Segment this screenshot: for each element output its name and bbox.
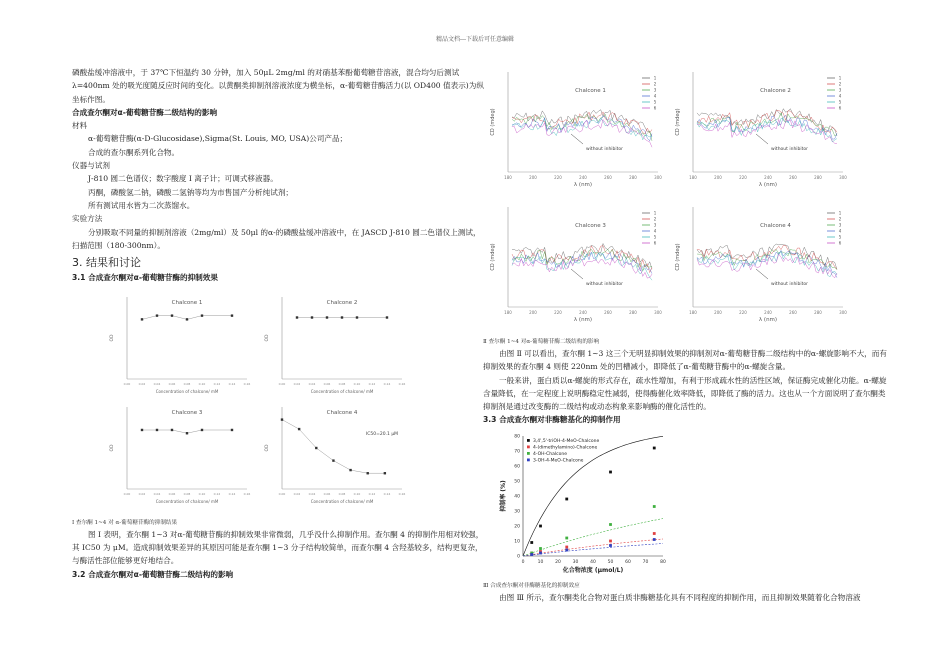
fig3-y-tick: 0 xyxy=(517,554,520,560)
fig1-tick-label: 0.06 xyxy=(168,381,176,386)
figure-1-caption: Ⅰ 查尔酮 1~4 对 α-葡萄糖苷酶的抑制结果 xyxy=(72,519,178,526)
fig1-tick-label: 0.02 xyxy=(138,491,146,496)
fig1-tick-label: 0.14 xyxy=(383,491,391,496)
fig1-tick-label: 0.12 xyxy=(213,491,221,496)
fig2-tick-label: 260 xyxy=(789,175,797,180)
fig1-tick-label: 0.06 xyxy=(323,381,331,386)
fig1-data-point xyxy=(386,316,388,318)
instrument-item: 丙酮，磷酸氢二钠，磷酸二氢钠等均为市售国产分析纯试剂； xyxy=(88,187,294,197)
fig3-data-point xyxy=(565,536,568,539)
fig1-data-point xyxy=(356,316,358,318)
fig1-tick-label: 0.14 xyxy=(228,381,236,386)
fig3-x-tick: 30 xyxy=(572,559,579,565)
fig1-tick-label: 0.00 xyxy=(123,381,131,386)
fig2-panel-title: Chalcone 2 xyxy=(760,88,791,94)
fig1-tick-label: 0.14 xyxy=(383,381,391,386)
fig2-panel xyxy=(490,207,662,323)
fig2-legend-label: 5 xyxy=(838,99,842,105)
fig3-y-tick: 60 xyxy=(514,464,520,470)
fig3-x-tick: 60 xyxy=(625,559,631,565)
fig2-tick-label: 240 xyxy=(579,175,587,180)
fig1-data-point xyxy=(326,316,328,318)
figure-2-cd-spectra xyxy=(483,62,893,332)
fig2-panel xyxy=(675,72,847,188)
fig1-x-label: Concentration of chalcone/ mM xyxy=(155,498,219,504)
fig3-x-tick: 10 xyxy=(537,559,544,565)
fig1-data-point xyxy=(171,314,173,316)
fig1-tick-label: 0.08 xyxy=(183,491,191,496)
fig3-x-tick: 50 xyxy=(607,559,614,565)
fig1-tick-label: 0.10 xyxy=(353,491,361,496)
fig1-data-point xyxy=(171,429,173,431)
fig3-data-point xyxy=(653,446,656,449)
fig2-legend-label: 6 xyxy=(653,240,657,246)
fig3-legend-marker xyxy=(527,452,530,455)
fig1-y-label: OD xyxy=(110,334,115,342)
fig2-tick-label: 200 xyxy=(529,175,537,180)
fig2-legend-label: 6 xyxy=(653,105,657,111)
fig2-panel xyxy=(490,72,662,188)
fig2-spectrum-line xyxy=(697,118,837,141)
fig1-series-line xyxy=(282,419,385,473)
fig1-data-point xyxy=(367,472,369,474)
fig3-data-point xyxy=(653,532,656,535)
fig3-data-point xyxy=(565,548,568,551)
fig1-data-point xyxy=(186,432,188,434)
fig2-y-label: CD (mdeg) xyxy=(490,108,496,136)
fig2-legend-label: 3 xyxy=(838,87,842,93)
subheading-instruments: 仪器与试剂 xyxy=(72,161,110,171)
fig1-tick-label: 0.02 xyxy=(293,381,301,386)
subheading-materials: 材料 xyxy=(72,121,88,131)
fig1-data-point xyxy=(156,429,158,431)
fig3-data-point xyxy=(565,497,568,500)
fig2-legend-label: 3 xyxy=(838,222,842,228)
fig2-tick-label: 220 xyxy=(739,175,747,180)
left-column xyxy=(72,66,484,581)
fig1-data-point xyxy=(201,429,203,431)
fig1-data-point xyxy=(315,447,317,449)
fig2-tick-label: 280 xyxy=(814,175,822,180)
fig2-legend-label: 4 xyxy=(653,228,657,234)
fig3-data-point xyxy=(565,545,568,548)
fig2-annotation-arrow xyxy=(756,134,768,144)
fig1-x-label: Concentration of chalcone/ mM xyxy=(310,498,374,504)
fig2-tick-label: 180 xyxy=(504,310,512,315)
fig2-panel-title: Chalcone 1 xyxy=(575,88,606,94)
fig1-tick-label: 0.02 xyxy=(138,381,146,386)
fig2-annotation-arrow xyxy=(571,269,583,279)
subheading-method: 实验方法 xyxy=(72,214,103,224)
fig1-tick-label: 0.04 xyxy=(153,491,161,496)
section-heading-3-1: 3.1 合成查尔酮对α-葡萄糖苷酶的抑制效果 xyxy=(72,273,218,283)
instrument-item: 所有测试用水皆为二次蒸馏水。 xyxy=(88,200,195,210)
fig2-tick-label: 240 xyxy=(764,175,772,180)
material-item: 合成的查尔酮系列化合物。 xyxy=(88,147,180,157)
fig1-tick-label: 0.02 xyxy=(293,491,301,496)
fig3-y-tick: 10 xyxy=(514,539,520,545)
fig2-annotation: without inhibitor xyxy=(771,282,809,287)
fig2-tick-label: 300 xyxy=(654,175,662,180)
paragraph: 由图 Ⅲ 所示，查尔酮类化合物对蛋白质非酶糖基化具有不同程度的抑制作用，而且抑制效果随着化合物溶液 xyxy=(499,592,861,602)
fig1-tick-label: 0.12 xyxy=(368,381,376,386)
fig1-ic50-label: IC50=20.1 μM xyxy=(365,431,399,437)
fig2-tick-label: 180 xyxy=(504,175,512,180)
fig3-y-tick: 80 xyxy=(514,434,520,440)
fig1-tick-label: 0.06 xyxy=(168,491,176,496)
section-heading-3-2: 3.2 合成查尔酮对α-葡萄糖苷酶二级结构的影响 xyxy=(72,569,234,579)
fig2-spectrum-line xyxy=(697,110,837,132)
fig1-data-point xyxy=(156,314,158,316)
fig3-y-tick: 40 xyxy=(514,494,520,500)
fig1-tick-label: 0.10 xyxy=(198,491,206,496)
paragraph: 一般来讲，蛋白质以α-螺旋的形式存在，疏水性增加，有利于形成疏水性的活性区域，保证酶完成催化功能。α-螺旋含量降低，在一定程度上说明酶稳定性减弱，使得酶催化效率降低，即降低了酶的活力。这也从一个方面说明了查尔酮类抑制剂是通过改变酶的二级结构或动态构象来影响酶的催化活性的。 xyxy=(483,375,887,412)
fig1-tick-label: 0.00 xyxy=(278,491,286,496)
fig2-annotation: without inhibitor xyxy=(771,147,809,152)
right-column xyxy=(483,62,893,604)
fig3-fit-line xyxy=(523,543,663,556)
fig1-tick-label: 0.08 xyxy=(338,491,346,496)
fig1-tick-label: 0.12 xyxy=(368,491,376,496)
fig1-data-point xyxy=(341,316,343,318)
fig1-data-point xyxy=(141,429,143,431)
fig2-annotation: without inhibitor xyxy=(586,282,624,287)
fig3-data-point xyxy=(539,547,542,550)
fig2-legend-label: 3 xyxy=(653,87,657,93)
fig2-y-label: CD (mdeg) xyxy=(675,243,681,271)
fig2-panel-title: Chalcone 4 xyxy=(760,223,791,229)
fig1-panel xyxy=(264,297,405,394)
fig3-data-point xyxy=(653,505,656,508)
fig2-y-label: CD (mdeg) xyxy=(490,243,496,271)
fig2-annotation-arrow xyxy=(571,134,583,144)
fig2-x-label: λ (nm) xyxy=(758,182,778,188)
fig2-legend-label: 1 xyxy=(838,75,842,81)
fig3-data-point xyxy=(609,539,612,542)
fig2-spectrum-line xyxy=(512,258,652,278)
fig2-tick-label: 280 xyxy=(814,310,822,315)
fig3-y-tick: 70 xyxy=(514,449,520,455)
fig2-legend-label: 4 xyxy=(838,93,842,99)
fig2-tick-label: 220 xyxy=(554,175,562,180)
fig1-x-label: Concentration of chalcone/ mM xyxy=(155,388,219,394)
fig3-data-point xyxy=(530,541,533,544)
fig3-data-point xyxy=(653,538,656,541)
fig3-x-tick: 20 xyxy=(555,559,561,565)
fig3-legend-marker xyxy=(527,439,530,442)
fig2-legend-label: 3 xyxy=(653,222,657,228)
fig1-tick-label: 0.16 xyxy=(243,381,251,386)
paragraph: 图 Ⅰ 表明，查尔酮 1~3 对α-葡萄糖苷酶的抑制效果非常微弱，几乎没什么抑制作用。查尔酮 4 的抑制作用相对较强，其 IC50 为 μM。造成抑制效果差异的其原因可能是查尔酮 1~3 分子结构较简单，而查尔酮 4 含羟基较多，结构更复杂，与酶活性部位能够更好地结合。 xyxy=(72,529,484,566)
fig2-tick-label: 300 xyxy=(839,310,847,315)
fig1-data-point xyxy=(311,316,313,318)
fig2-x-label: λ (nm) xyxy=(573,317,593,323)
fig3-legend-marker xyxy=(527,458,530,461)
fig3-legend-label: 4-OH-Chalcone xyxy=(533,451,568,457)
fig3-y-tick: 30 xyxy=(514,509,520,515)
fig2-legend-label: 4 xyxy=(838,228,842,234)
fig1-tick-label: 0.16 xyxy=(398,381,406,386)
figure-3-glycation-chart xyxy=(483,430,893,582)
fig2-tick-label: 220 xyxy=(739,310,747,315)
paragraph: 由图 Ⅱ 可以看出，查尔酮 1~3 这三个无明显抑制效果的抑制剂对α-葡萄糖苷酶二级结构中的α-螺旋影响不大，而有抑制效果的查尔酮 4 则使 220nm 处的凹槽减小，即降低了α-葡萄糖苷酶中的α-螺旋含量。 xyxy=(483,349,887,372)
material-item: α-葡萄糖苷酶(α-D-Glucosidase),Sigma(St. Louis, MO, USA)公司产品； xyxy=(88,134,348,144)
page-header: 精品文档---下载后可任意编辑 xyxy=(435,36,515,43)
fig2-tick-label: 300 xyxy=(654,310,662,315)
figure-1-inhibition-plots xyxy=(72,289,484,519)
fig2-spectrum-line xyxy=(697,109,837,136)
fig2-legend-label: 2 xyxy=(653,216,657,222)
fig2-legend-label: 2 xyxy=(838,81,842,87)
fig1-tick-label: 0.14 xyxy=(228,491,236,496)
fig2-legend-label: 2 xyxy=(838,216,842,222)
fig1-data-point xyxy=(186,318,188,320)
fig2-legend-label: 6 xyxy=(838,105,842,111)
fig2-spectrum-line xyxy=(697,245,837,269)
fig2-tick-label: 260 xyxy=(604,175,612,180)
fig1-tick-label: 0.10 xyxy=(198,381,206,386)
fig3-data-point xyxy=(609,470,612,473)
fig1-tick-label: 0.00 xyxy=(278,381,286,386)
fig3-legend-marker xyxy=(527,445,530,448)
fig3-x-tick: 40 xyxy=(590,559,596,565)
fig2-x-label: λ (nm) xyxy=(758,317,778,323)
fig1-data-point xyxy=(281,418,283,420)
fig2-tick-label: 240 xyxy=(764,310,772,315)
fig1-panel xyxy=(264,407,405,504)
fig1-tick-label: 0.16 xyxy=(243,491,251,496)
fig2-tick-label: 180 xyxy=(689,175,697,180)
fig3-data-point xyxy=(539,551,542,554)
fig2-legend-label: 6 xyxy=(838,240,842,246)
fig3-x-tick: 0 xyxy=(521,559,525,565)
fig3-legend-label: 3,4',5'-triOH-4-MeO-Chalcone xyxy=(533,438,600,444)
fig2-spectrum-line xyxy=(512,246,652,273)
fig2-panel-title: Chalcone 3 xyxy=(575,223,606,229)
fig2-tick-label: 300 xyxy=(839,175,847,180)
fig1-tick-label: 0.04 xyxy=(308,381,316,386)
fig1-panel-title: Chalcone 2 xyxy=(326,299,358,306)
fig3-y-label: 抑制率 (%) xyxy=(500,479,507,512)
fig3-data-point xyxy=(530,553,533,556)
fig1-panel xyxy=(109,297,250,394)
fig2-legend-label: 1 xyxy=(653,75,657,81)
fig2-tick-label: 260 xyxy=(604,310,612,315)
fig2-legend-label: 5 xyxy=(653,234,657,240)
fig1-tick-label: 0.10 xyxy=(353,381,361,386)
fig1-panel xyxy=(109,407,250,504)
fig3-legend-label: 3-OH-4-MeO-Chalcone xyxy=(533,458,584,464)
fig2-tick-label: 240 xyxy=(579,310,587,315)
fig2-panel xyxy=(675,207,847,323)
fig2-annotation: without inhibitor xyxy=(586,147,624,152)
fig1-y-label: OD xyxy=(265,334,270,342)
fig1-tick-label: 0.16 xyxy=(398,491,406,496)
fig2-tick-label: 200 xyxy=(529,310,537,315)
fig1-tick-label: 0.08 xyxy=(183,381,191,386)
fig3-legend-label: 4-(dimethylamino)-Chalcone xyxy=(533,445,598,451)
fig2-tick-label: 200 xyxy=(714,175,722,180)
section-heading-3-3: 3.3 合成查尔酮对非酶糖基化的抑制作用 xyxy=(483,415,621,425)
fig1-tick-label: 0.04 xyxy=(153,381,161,386)
fig2-legend-label: 1 xyxy=(653,210,657,216)
fig2-tick-label: 220 xyxy=(554,310,562,315)
fig3-data-point xyxy=(539,524,542,527)
fig2-tick-label: 280 xyxy=(629,175,637,180)
fig3-fit-line xyxy=(523,518,663,555)
section-heading-results: 3. 结果和讨论 xyxy=(72,256,141,270)
fig1-tick-label: 0.12 xyxy=(213,381,221,386)
fig3-data-point xyxy=(609,523,612,526)
fig1-data-point xyxy=(296,316,298,318)
instrument-item: J-810 圆二色谱仪；数字酸度 Ⅰ 离子计；可调式移液器。 xyxy=(88,174,278,184)
fig2-tick-label: 200 xyxy=(714,310,722,315)
fig2-legend-label: 5 xyxy=(838,234,842,240)
fig2-tick-label: 180 xyxy=(689,310,697,315)
fig2-y-label: CD (mdeg) xyxy=(675,108,681,136)
fig3-y-tick: 20 xyxy=(514,524,520,530)
fig1-panel-title: Chalcone 4 xyxy=(326,409,358,416)
fig1-data-point xyxy=(349,469,351,471)
fig1-x-label: Concentration of chalcone/ mM xyxy=(310,388,374,394)
fig3-x-tick: 80 xyxy=(660,559,666,565)
fig1-panel-title: Chalcone 3 xyxy=(171,409,203,416)
fig1-tick-label: 0.06 xyxy=(323,491,331,496)
fig2-tick-label: 280 xyxy=(629,310,637,315)
fig1-panel-title: Chalcone 1 xyxy=(171,299,203,306)
fig3-y-tick: 50 xyxy=(514,479,520,485)
fig1-tick-label: 0.04 xyxy=(308,491,316,496)
fig1-data-point xyxy=(231,429,233,431)
fig1-data-point xyxy=(231,314,233,316)
fig1-tick-label: 0.08 xyxy=(338,381,346,386)
fig1-data-point xyxy=(384,472,386,474)
figure-3-caption: Ⅲ 合成查尔酮对非酶糖基化的抑制效应 xyxy=(483,582,580,589)
fig2-legend-label: 2 xyxy=(653,81,657,87)
paragraph: 分别吸取不同量的抑制剂溶液（2mg/ml）及 50μl 的α-的磷酸盐缓冲溶液中，在 JASCD J-810 圆二色谱仪上测试，扫描范围（180-300nm）。 xyxy=(72,227,481,250)
fig2-annotation-arrow xyxy=(756,269,768,279)
fig1-data-point xyxy=(332,459,334,461)
fig1-y-label: OD xyxy=(265,444,270,452)
fig1-data-point xyxy=(298,428,300,430)
paragraph: 磷酸盐缓冲溶液中，于 37℃下恒温约 30 分钟，加入 50μL 2mg/ml 的对硝基苯酚葡萄糖苷溶液，混合均匀后测试 λ=400nm 处的吸光度随反应时间的变化。以黄酮类抑制剂溶液浓度为横坐标，α-葡萄糖苷酶活力(以 OD400 值表示)为纵坐标作图。 xyxy=(72,68,484,104)
fig1-y-label: OD xyxy=(110,444,115,452)
fig2-spectrum-line xyxy=(697,244,837,270)
fig3-x-label: 化合物浓度 (μmol/L) xyxy=(562,566,624,574)
fig1-data-point xyxy=(141,318,143,320)
fig3-x-tick: 70 xyxy=(642,559,649,565)
fig1-tick-label: 0.00 xyxy=(123,491,131,496)
fig2-legend-label: 1 xyxy=(838,210,842,216)
fig1-data-point xyxy=(201,314,203,316)
figure-2-caption: Ⅱ 查尔酮 1~4 对α-葡萄糖苷酶二级结构的影响 xyxy=(483,339,600,345)
fig2-legend-label: 5 xyxy=(653,99,657,105)
fig3-data-point xyxy=(609,544,612,547)
fig2-x-label: λ (nm) xyxy=(573,182,593,188)
fig2-legend-label: 4 xyxy=(653,93,657,99)
fig2-tick-label: 260 xyxy=(789,310,797,315)
section-heading: 合成查尔酮对α-葡萄糖苷酶二级结构的影响 xyxy=(72,107,218,117)
